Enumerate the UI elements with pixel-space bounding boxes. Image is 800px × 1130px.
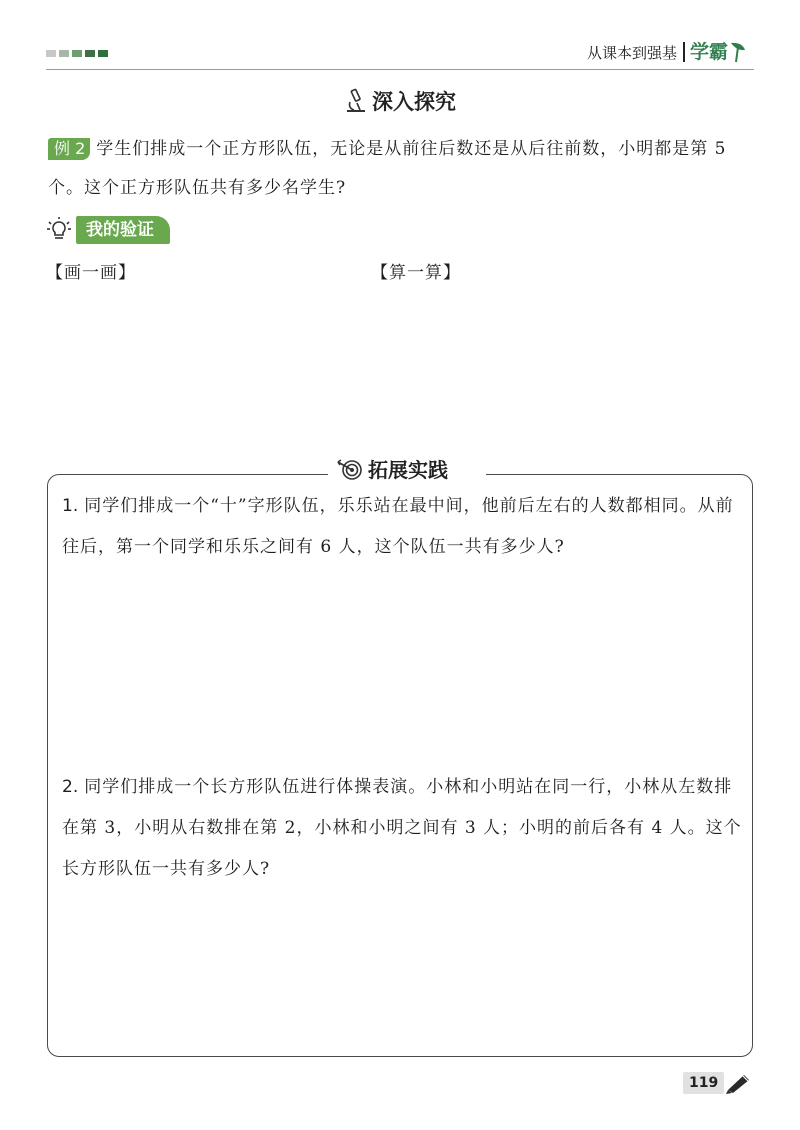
- practice-title: [328, 454, 486, 483]
- section-title-text: 深入探究: [372, 90, 456, 114]
- leaf-icon: [728, 40, 748, 64]
- page-number: 119: [683, 1072, 724, 1094]
- header-decoration: [46, 50, 108, 57]
- header-square: [59, 50, 69, 57]
- book-series-subtitle: 从课本到强基: [586, 44, 677, 62]
- brand-title: 学霸: [689, 41, 728, 63]
- header-square: [98, 50, 108, 57]
- header-square: [72, 50, 82, 57]
- example-problem: [48, 130, 758, 208]
- example-badge: 例 2: [48, 138, 90, 160]
- header-separator: [683, 42, 685, 62]
- header-square: [46, 50, 56, 57]
- question-number: 1.: [62, 496, 79, 516]
- verify-title: 我的验证: [76, 216, 170, 244]
- microscope-icon: [344, 88, 368, 114]
- question-number: 2.: [62, 777, 79, 797]
- target-icon: [336, 457, 364, 481]
- question-2: [62, 767, 742, 890]
- practice-title-text: 拓展实践: [368, 458, 448, 482]
- section-title: [0, 86, 800, 116]
- calc-label: 【算一算】: [371, 263, 461, 283]
- page-footer: [683, 1072, 752, 1094]
- header-brand-block: [587, 40, 748, 64]
- question-1: [62, 486, 742, 568]
- example-text: 学生们排成一个正方形队伍，无论是从前往后数还是从后往前数，小明都是第 5 个。这个正方形队伍共有多少名学生?: [48, 139, 727, 198]
- verify-heading: [46, 216, 170, 244]
- lightbulb-icon: [46, 216, 72, 244]
- question-text: 同学们排成一个“十”字形队伍，乐乐站在最中间，他前后左右的人数都相同。从前往后，第一个同学和乐乐之间有 6 人，这个队伍一共有多少人?: [62, 496, 734, 557]
- header-square: [85, 50, 95, 57]
- pencil-icon: [724, 1072, 752, 1094]
- question-text: 同学们排成一个长方形队伍进行体操表演。小林和小明站在同一行，小林从左数排在第 3，小明从右数排在第 2，小林和小明之间有 3 人；小明的前后各有 4 人。这个长方形队伍一共有多少人?: [62, 777, 742, 879]
- header-divider: [46, 69, 754, 70]
- draw-label: 【画一画】: [46, 263, 136, 283]
